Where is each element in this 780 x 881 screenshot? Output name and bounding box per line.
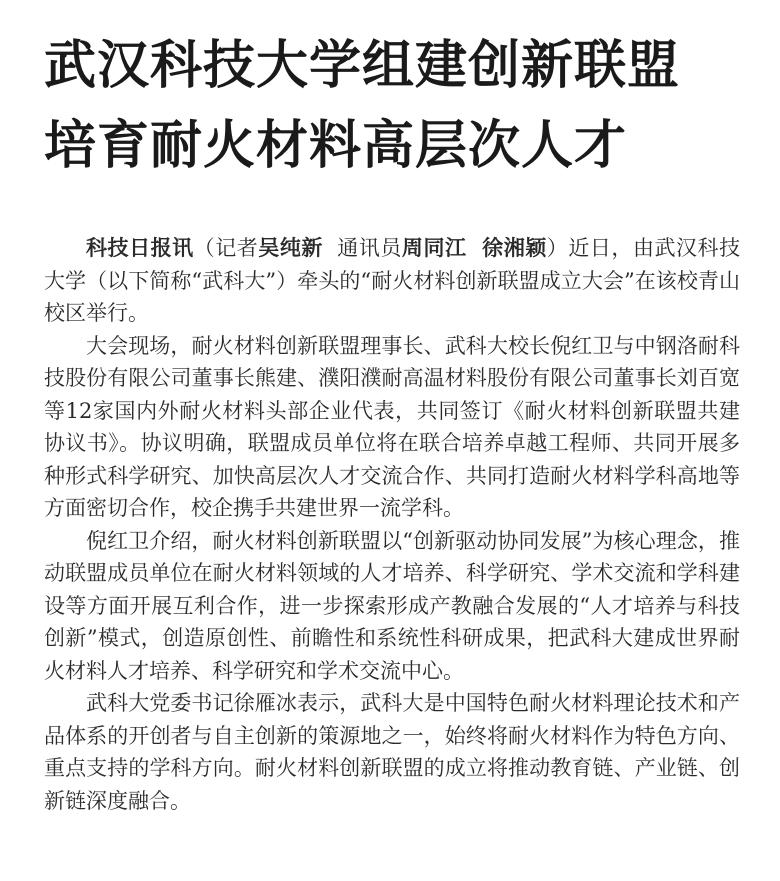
headline — [44, 26, 740, 186]
lead-text: 近日，由武汉科技大学（以下简称“武科大”）牵头的“耐火材料创新联盟成立大会”在该校青山校区举行。 — [44, 236, 741, 325]
byline-open-paren: （记者 — [193, 236, 259, 260]
news-article — [44, 26, 740, 817]
byline-close-paren: ） — [546, 236, 569, 260]
correspondent-names: 周同江 徐湘颖 — [401, 236, 547, 260]
article-body — [44, 232, 740, 817]
headline-line-2: 培育耐火材料高层次人才 — [44, 116, 628, 176]
headline-line-1: 武汉科技大学组建创新联盟 — [44, 36, 681, 96]
reporter-name: 吴纯新 — [258, 236, 323, 260]
lead-paragraph — [44, 232, 740, 330]
news-source: 科技日报讯 — [86, 236, 194, 260]
correspondent-label: 通讯员 — [322, 236, 402, 260]
body-paragraph: 大会现场，耐火材料创新联盟理事长、武科大校长倪红卫与中钢洛耐科技股份有限公司董事长熊建、濮阳濮耐高温材料股份有限公司董事长刘百宽等12家国内外耐火材料头部企业代表，共同签订《耐火材料创新联盟共建协议书》。协议明确，联盟成员单位将在联合培养卓越工程师、共同开展多种形式科学研究、加快高层次人才交流合作、共同打造耐火材料学科高地等方面密切合作，校企携手共建世界一流学科。 — [44, 333, 740, 520]
body-paragraph: 倪红卫介绍，耐火材料创新联盟以“创新驱动协同发展”为核心理念，推动联盟成员单位在耐火材料领域的人才培养、科学研究、学术交流和学科建设等方面开展互利合作，进一步探索形成产教融合发展的“人才培养与科技创新”模式，创造原创性、前瞻性和系统性科研成果，把武科大建成世界耐火材料人才培养、科学研究和学术交流中心。 — [44, 528, 740, 683]
body-paragraph: 武科大党委书记徐雁冰表示，武科大是中国特色耐火材料理论技术和产品体系的开创者与自主创新的策源地之一，始终将耐火材料作为特色方向、重点支持的学科方向。耐火材料创新联盟的成立将推动教育链、产业链、创新链深度融合。 — [44, 691, 740, 813]
